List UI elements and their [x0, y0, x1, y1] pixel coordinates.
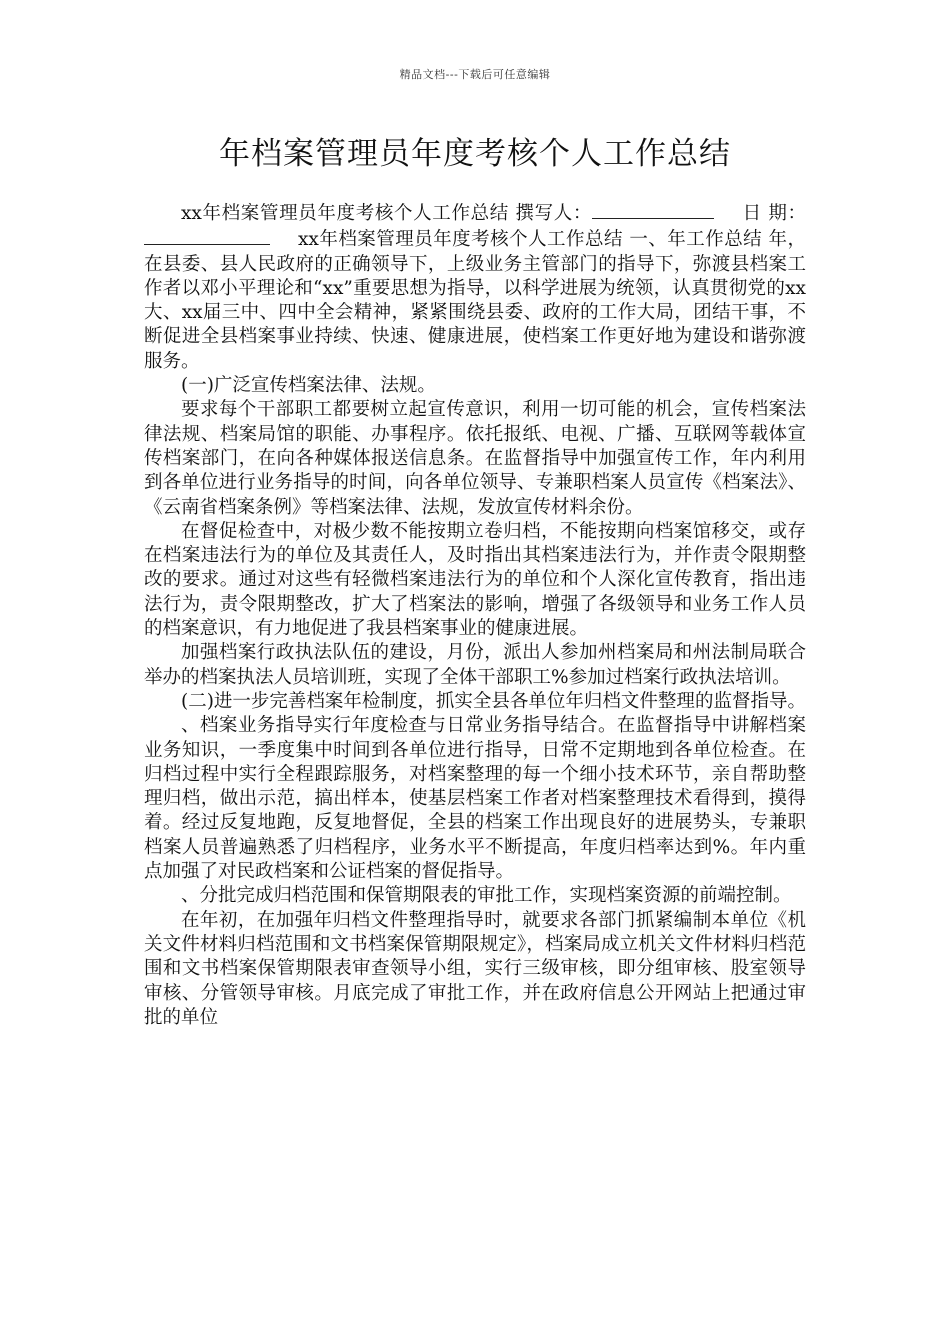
body-paragraph: 、档案业务指导实行年度检查与日常业务指导结合。在监督指导中讲解档案业务知识，一季度集中时间到各单位进行指导，日常不定期地到各单位检查。在归档过程中实行全程跟踪服务，对档案整理的每一个细小技术环节，亲自帮助整理归档，做出示范，搞出样本，使基层档案工作者对档案整理技术看得到，摸得着。经过反复地跑，反复地督促，全县的档案工作出现良好的进展势头，专兼职档案人员普遍熟悉了归档程序，业务水平不断提高，年度归档率达到%。年内重点加强了对民政档案和公证档案的督促指导。	[144, 715, 806, 883]
body-paragraph: 、分批完成归档范围和保管期限表的审批工作，实现档案资源的前端控制。	[181, 885, 792, 907]
intro-lead: xx年档案管理员年度考核个人工作总结 撰写人：	[181, 203, 593, 224]
header-note: 精品文档---下载后可任意编辑	[399, 68, 551, 81]
document-body	[144, 200, 806, 1030]
author-blank	[592, 200, 688, 219]
date-label: 日 期：	[742, 203, 806, 224]
body-paragraph: 在督促检查中，对极少数不能按期立卷归档，不能按期向档案馆移交，或存在档案违法行为的单位及其责任人，及时指出其档案违法行为，并作责令限期整改的要求。通过对这些有轻微档案违法行为的单位和个人深化宣传教育，指出违法行为，责令限期整改，扩大了档案法的影响，增强了各级领导和业务工作人员的档案意识，有力地促进了我县档案事业的健康进展。	[144, 520, 806, 640]
section-heading-2: (二)进一步完善档案年检制度，抓实全县各单位年归档文件整理的监督指导。	[181, 690, 806, 712]
body-paragraph: 在年初，在加强年归档文件整理指导时，就要求各部门抓紧编制本单位《机关文件材料归档范围和文书档案保管期限规定》，档案局成立机关文件材料归档范围和文书档案保管期限表审查领导小组，实行三级审核，即分组审核、股室领导审核、分管领导审核。月底完成了审批工作，并在政府信息公开网站上把通过审批的单位	[144, 909, 806, 1028]
body-paragraph: 要求每个干部职工都要树立起宣传意识，利用一切可能的机会，宣传档案法律法规、档案局馆的职能、办事程序。依托报纸、电视、广播、互联网等载体宣传档案部门，在向各种媒体报送信息条。在监督指导中加强宣传工作，年内利用到各单位进行业务指导的时间，向各单位领导、专兼职档案人员宣传《档案法》、《云南省档案条例》等档案法律、法规，发放宣传材料余份。	[144, 399, 806, 518]
author-blank-continued	[688, 200, 714, 219]
intro-paragraph	[144, 200, 806, 374]
body-paragraph: 加强档案行政执法队伍的建设，月份，派出人参加州档案局和州法制局联合举办的档案执法人员培训班，实现了全体干部职工%参加过档案行政执法培训。	[144, 642, 806, 688]
date-blank	[144, 226, 270, 245]
intro-body: xx年档案管理员年度考核个人工作总结 一、年工作总结 年，在县委、县人民政府的正确领导下，上级业务主管部门的指导下，弥渡县档案工作者以邓小平理论和“xx”重要思想为指导，以科学进展为统领，认真贯彻党的xx大、xx届三中、四中全会精神，紧紧围绕县委、政府的工作大局，团结干事，不断促进全县档案事业持续、快速、健康进展，使档案工作更好地为建设和谐弥渡服务。	[144, 229, 806, 372]
section-heading-1: (一)广泛宣传档案法律、法规。	[181, 375, 436, 397]
document-title: 年档案管理员年度考核个人工作总结	[219, 136, 731, 172]
